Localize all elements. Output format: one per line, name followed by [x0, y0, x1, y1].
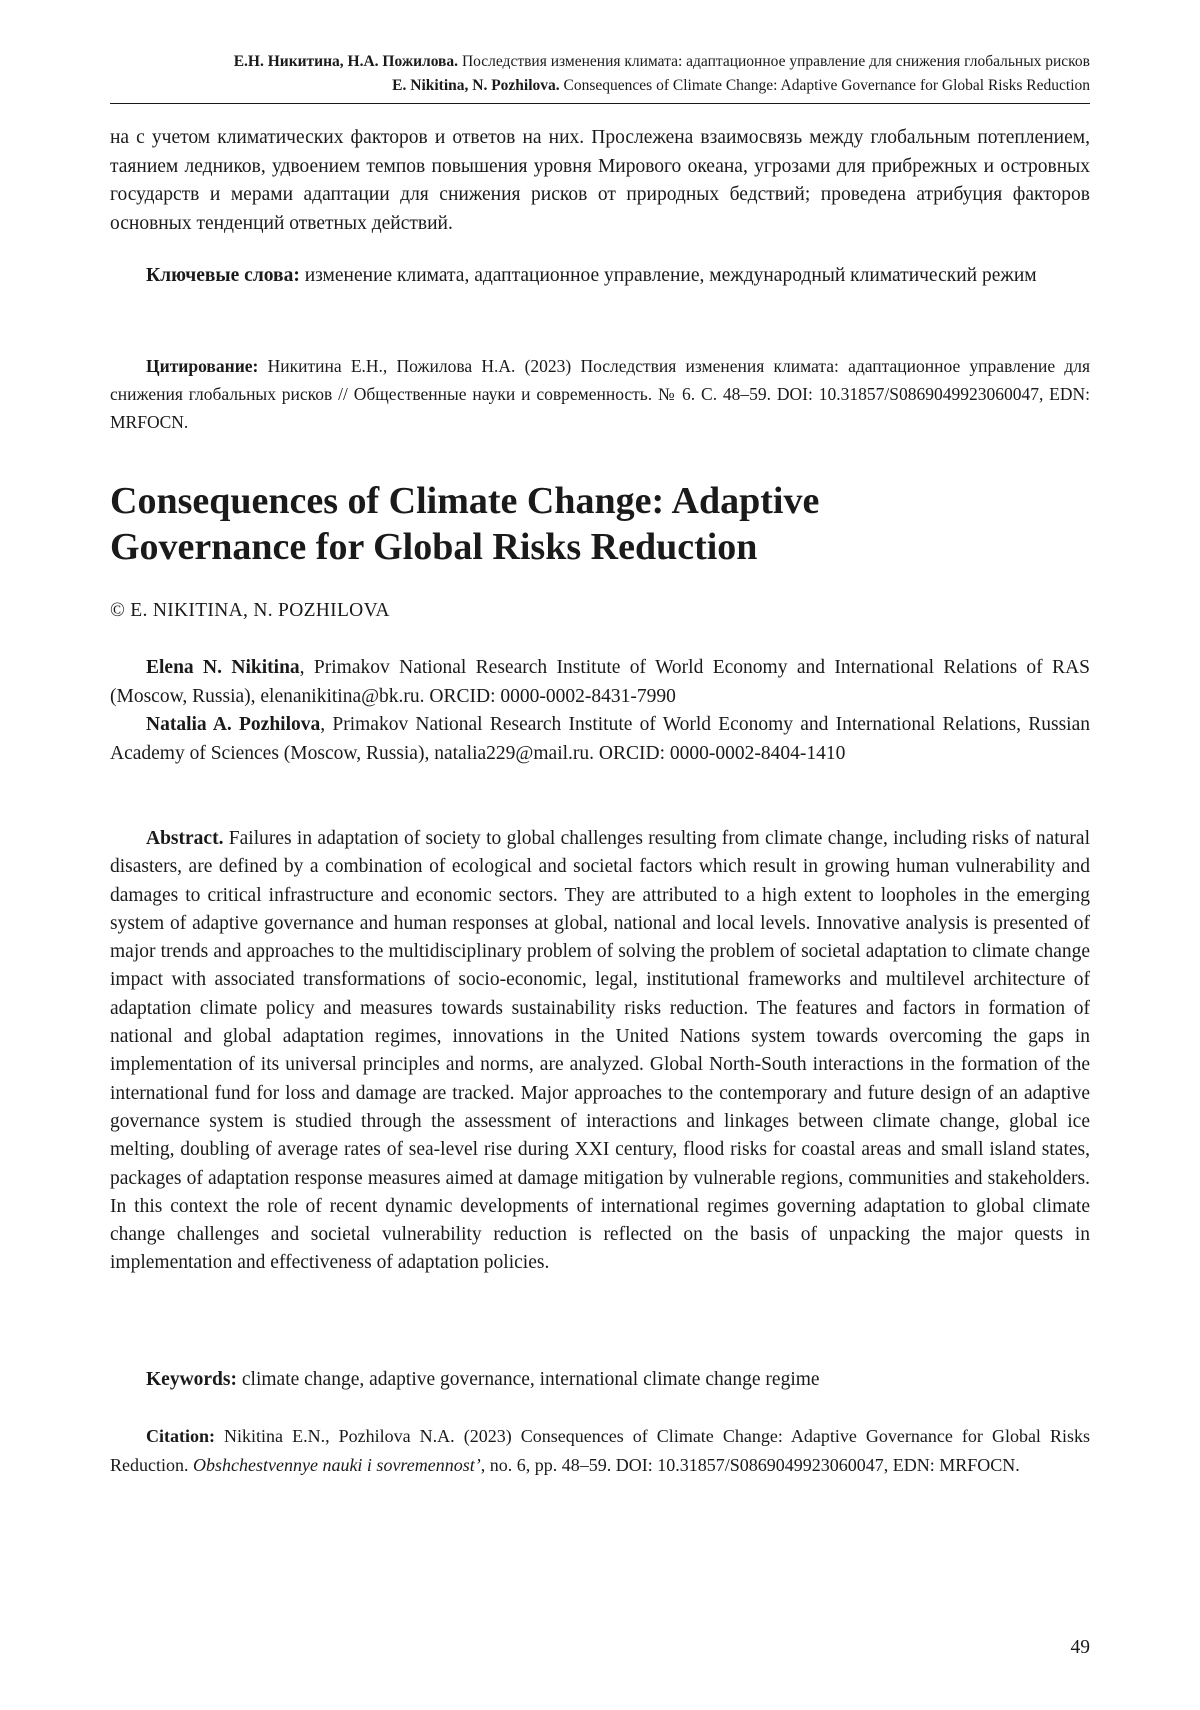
keywords [110, 1366, 1090, 1394]
ru-keywords-text: изменение климата, адаптационное управление, международный климатический режим [299, 265, 1037, 286]
running-header-en [110, 74, 1090, 98]
keywords-label: Keywords: [146, 1369, 237, 1390]
ru-citation [110, 352, 1090, 436]
article-title-line-1: Consequences of Climate Change: Adaptive [110, 480, 820, 522]
author-name-2: Natalia A. Pozhilova [146, 714, 321, 735]
running-header-en-title: Consequences of Climate Change: Adaptive Governance for Global Risks Reduction [559, 77, 1090, 94]
author-details-2: , Primakov National Research Institute of World Economy and International Relations, Russian Academy of Sciences (Moscow, Russia), natalia229@mail.ru. ORCID: 0000-0002-8404-1410 [110, 714, 1090, 764]
article-title [110, 478, 1090, 570]
abstract-text: Failures in adaptation of society to global challenges resulting from climate change, including risks of natural disasters, are defined by a combination of ecological and societal factors which result in growing human vulnerability and damages to critical infrastructure and economic sectors. They are attributed to a high extent to loopholes in the emerging system of adaptive governance and human responses at global, national and local levels. Innovative analysis is presented of major trends and approaches to the multidisciplinary problem of solving the problem of societal adaptation to climate change impact with associated transformations of socio-economic, legal, institutional frameworks and multilevel architecture of adaptation climate policy and measures towards sustainability risks reduction. The features and factors in formation of national and global adaptation regimes, innovations in the United Nations system towards overcoming the gaps in implementation of its universal principles and norms, are analyzed. Global North-South interactions in the formation of the international fund for loss and damage are tracked. Major approaches to the contemporary and future design of an adaptive governance system is studied through the assessment of interactions and linkages between climate change, global ice melting, doubling of average rates of sea-level rise during XXI century, flood risks for coastal areas and small island states, packages of adaptation response measures aimed at damage mitigation by vulnerable regions, communities and stakeholders. In this context the role of recent dynamic developments of international regimes governing adaptation to global climate change challenges and societal vulnerability reduction is reflected on the basis of unpacking the major quests in implementation and effectiveness of adaptation policies. [110, 828, 1090, 1274]
running-header-en-authors: E. Nikitina, N. Pozhilova. [392, 77, 560, 94]
keywords-text: climate change, adaptive governance, international climate change regime [237, 1369, 820, 1390]
ru-citation-text: Никитина Е.Н., Пожилова Н.А. (2023) Последствия изменения климата: адаптационное управление для снижения глобальных рисков // Общественные науки и современность. № 6. С. 48–59. DOI: 10.31857/S0869049923060047, EDN: MRFOCN. [110, 356, 1090, 432]
abstract-label: Abstract. [146, 828, 224, 849]
running-header [110, 50, 1090, 98]
journal-page [110, 0, 1090, 1710]
running-header-ru-title: Последствия изменения климата: адаптационное управление для снижения глобальных рисков [458, 53, 1090, 70]
author-details-1: , Primakov National Research Institute of World Economy and International Relations of RAS (Moscow, Russia), elenanikitina@bk.ru. ORCID: 0000-0002-8431-7990 [110, 657, 1090, 707]
ru-abstract-continuation: на с учетом климатических факторов и ответов на них. Прослежена взаимосвязь между глобальным потеплением, таянием ледников, удвоением темпов повышения уровня Мирового океана, угрозами для прибрежных и островных государств и мерами адаптации для снижения рисков от природных бедствий; проведена атрибуция факторов основных тенденций ответных действий. [110, 127, 1090, 234]
citation-journal: Obshchestvennye nauki i sovremennost’ [193, 1454, 481, 1475]
running-header-ru [110, 50, 1090, 74]
abstract [110, 825, 1090, 1278]
citation-text-2: , no. 6, pp. 48–59. DOI: 10.31857/S0869049923060047, EDN: MRFOCN. [480, 1454, 1020, 1475]
page-number: 49 [1070, 1637, 1090, 1658]
citation-text-1: Nikitina E.N., Pozhilova N.A. (2023) Consequences of Climate Change: Adaptive Governance for Global Risks Reduction. [110, 1426, 1090, 1475]
running-header-ru-authors: Е.Н. Никитина, Н.А. Пожилова. [233, 53, 459, 70]
copyright-authors: © E. NIKITINA, N. POZHILOVA [110, 600, 390, 621]
author-affiliation-1 [110, 654, 1090, 711]
ru-citation-label: Цитирование: [146, 356, 259, 376]
author-name-1: Elena N. Nikitina [146, 657, 300, 678]
header-divider [110, 103, 1090, 104]
author-affiliation-2 [110, 711, 1090, 768]
citation [110, 1422, 1090, 1479]
article-title-line-2: Governance for Global Risks Reduction [110, 526, 758, 568]
ru-keywords-label: Ключевые слова: [146, 265, 300, 286]
citation-label: Citation: [146, 1426, 215, 1446]
ru-keywords [110, 262, 1090, 291]
